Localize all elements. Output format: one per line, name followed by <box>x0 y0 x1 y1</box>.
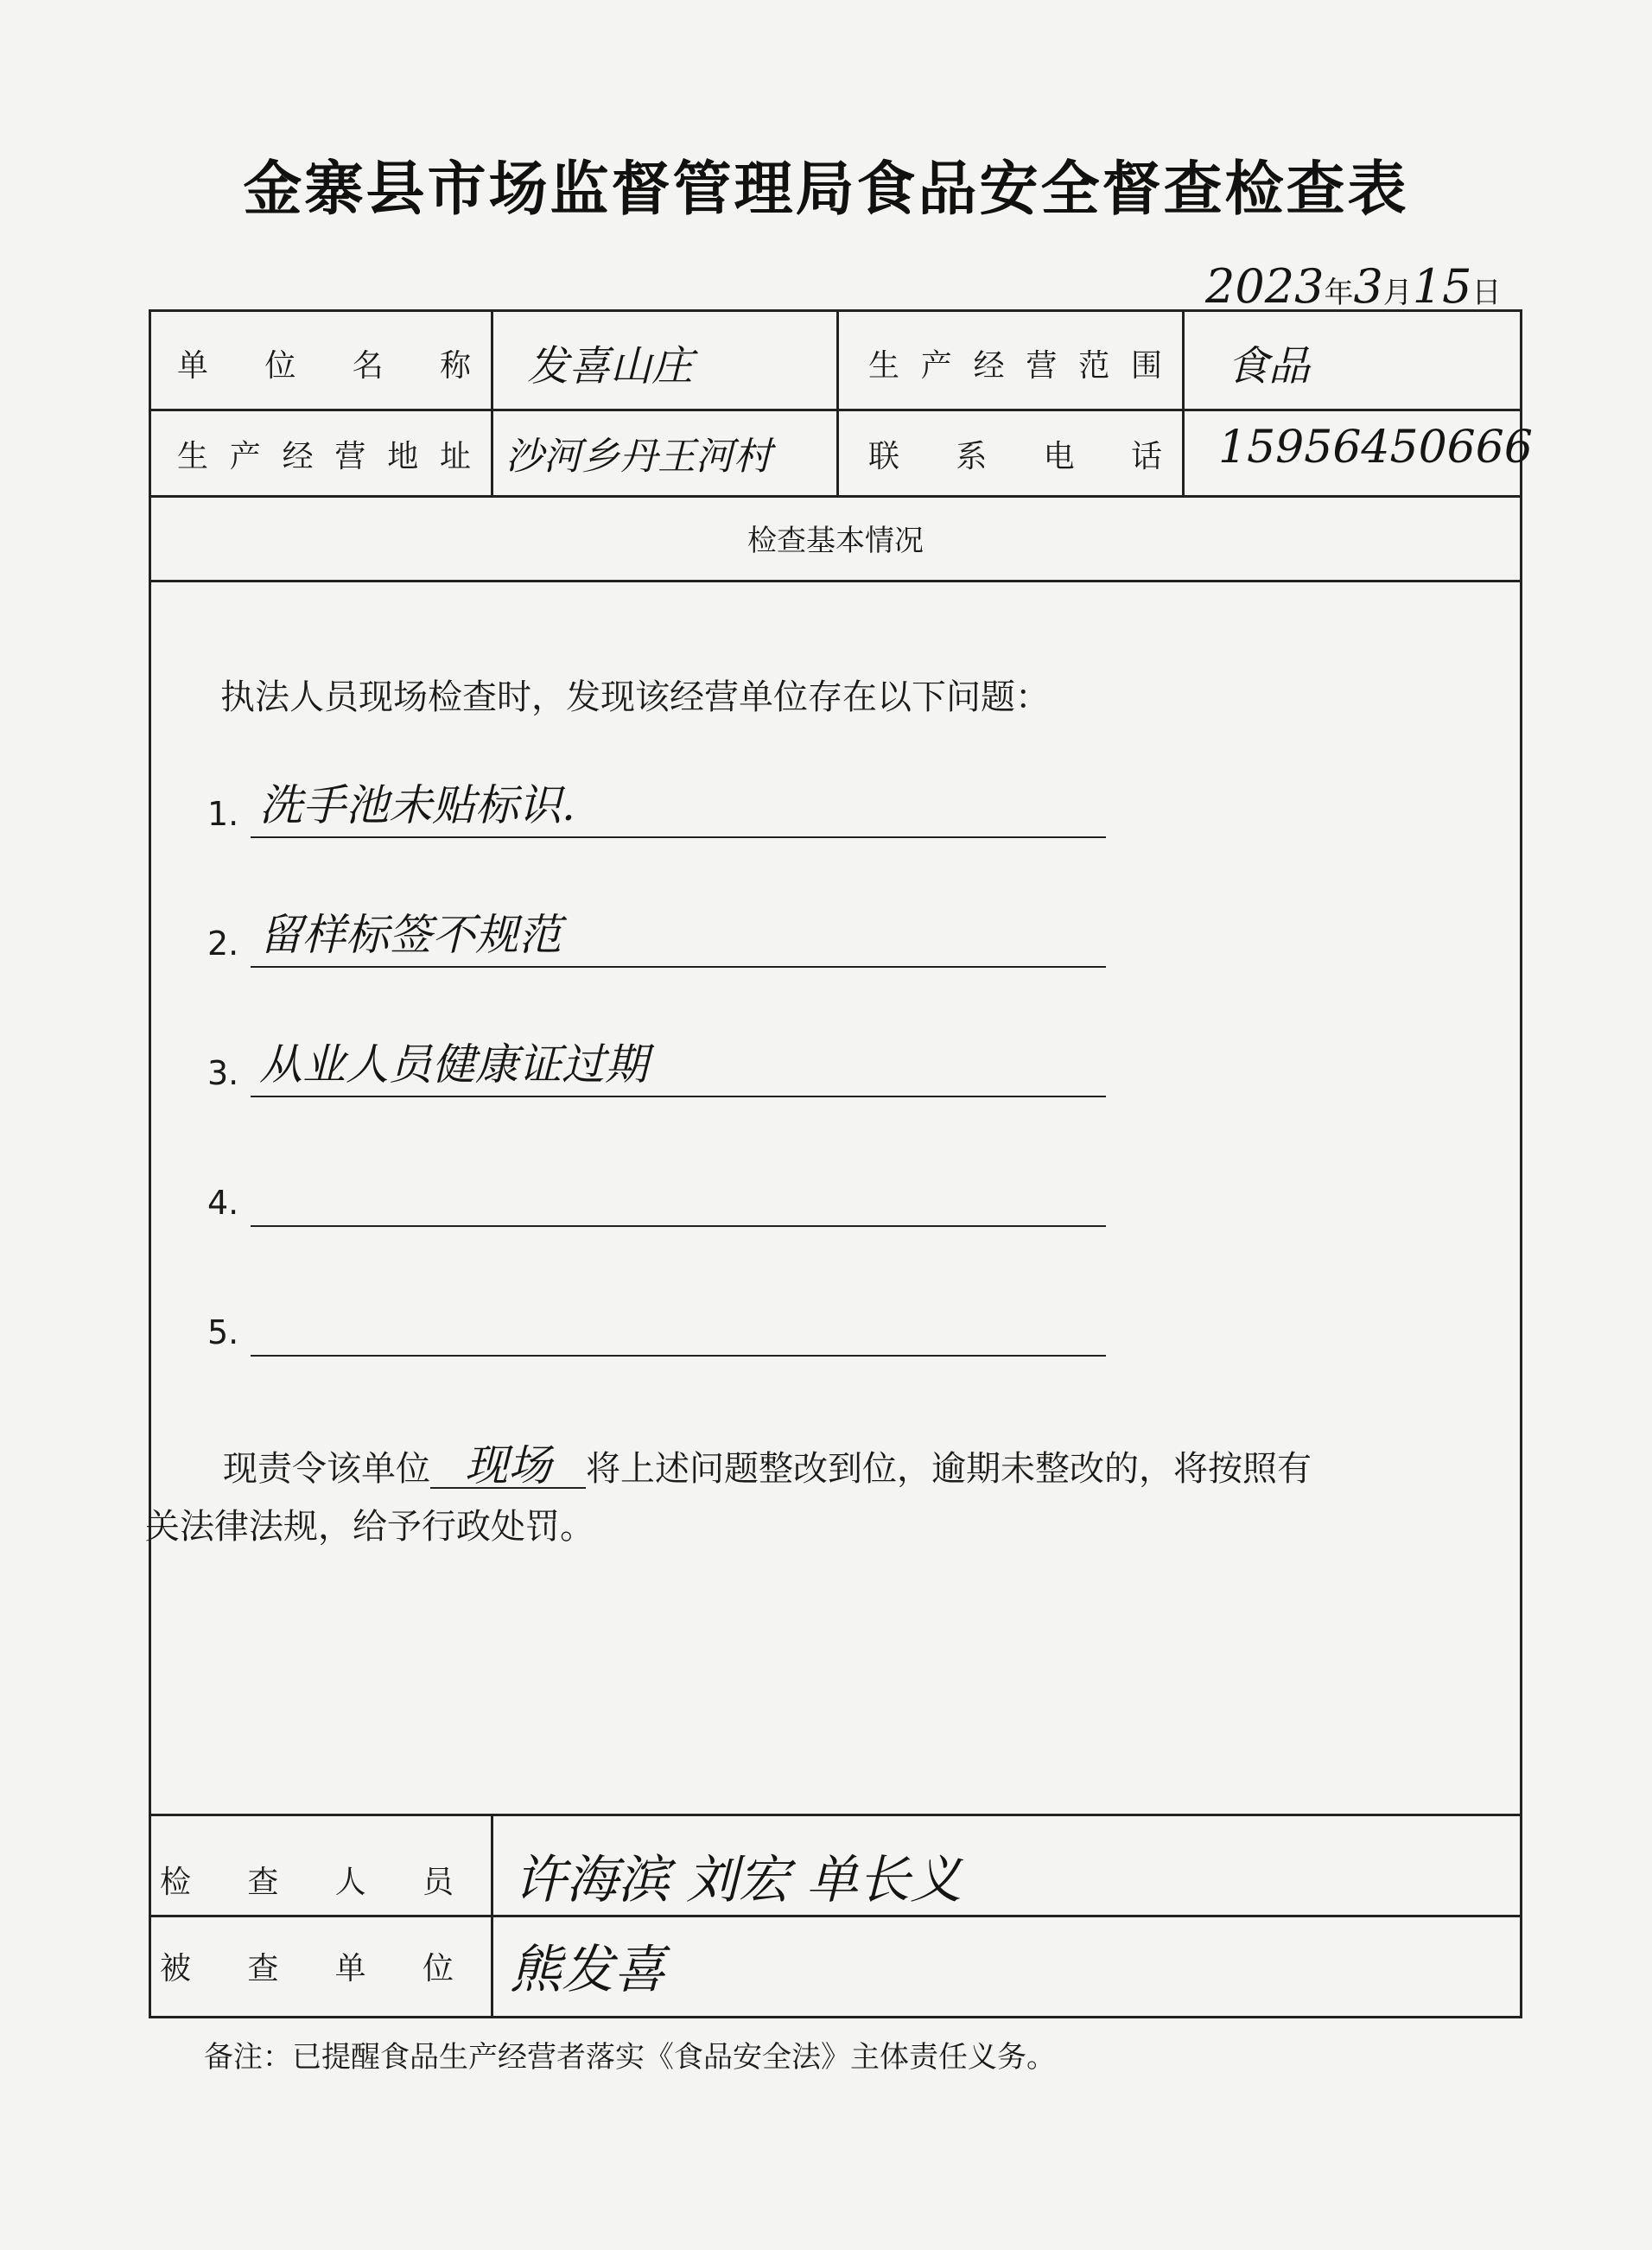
section-title: 检查基本情况 <box>747 524 924 558</box>
order-suffix: 将上述问题整改到位，逾期未整改的，将按照有 <box>586 1449 1312 1489</box>
row-divider <box>151 495 1520 498</box>
issue-row <box>207 780 1106 838</box>
date-year: 2023 <box>1205 259 1325 314</box>
inspector-signatures: 许海滨 刘宏 单长义 <box>514 1850 963 1910</box>
issue-text: 洗手池未贴标识. <box>259 780 575 830</box>
intro-text: 执法人员现场检查时，发现该经营单位存在以下问题： <box>220 677 1050 717</box>
column-divider <box>1182 312 1185 495</box>
row-divider <box>151 409 1520 411</box>
scope-label: 生 产 经 营 范 围 <box>868 347 1162 384</box>
issue-number: 4. <box>207 1184 239 1222</box>
column-divider <box>491 312 493 495</box>
order-line-1 <box>223 1441 1312 1490</box>
issue-row <box>207 1039 1106 1097</box>
column-divider <box>491 1814 493 2018</box>
inspected-unit-signature: 熊发喜 <box>510 1940 665 2000</box>
issue-underline <box>251 1355 1106 1357</box>
scope-value: 食品 <box>1227 342 1311 391</box>
issue-row <box>207 910 1106 968</box>
address-label: 生 产 经 营 地 址 <box>177 438 471 474</box>
date-month-unit: 月 <box>1382 276 1413 310</box>
row-divider <box>151 1814 1520 1816</box>
issue-row <box>207 1175 1106 1227</box>
order-prefix: 现责令该单位 <box>223 1449 430 1489</box>
date-month: 3 <box>1353 259 1383 314</box>
row-divider <box>151 580 1520 582</box>
issue-text: 留样标签不规范 <box>259 910 562 960</box>
issue-number: 2. <box>207 925 239 963</box>
date-day: 15 <box>1412 259 1472 314</box>
issue-number: 1. <box>207 795 239 833</box>
phone-value: 15956450666 <box>1218 422 1533 474</box>
column-divider <box>836 312 839 495</box>
row-divider <box>151 1915 1520 1917</box>
issue-underline <box>251 1096 1106 1097</box>
inspection-date <box>1205 259 1502 314</box>
date-year-unit: 年 <box>1324 276 1354 310</box>
date-day-unit: 日 <box>1471 276 1502 310</box>
inspection-form <box>149 309 1522 2018</box>
page-title: 金寨县市场监督管理局食品安全督查检查表 <box>243 156 1409 224</box>
issue-underline <box>251 1225 1106 1227</box>
unit-name-label: 单 位 名 称 <box>177 347 471 384</box>
address-value: 沙河乡丹王河村 <box>505 435 772 479</box>
inspected-unit-label: 被 查 单 位 <box>160 1950 454 1986</box>
inspector-label: 检 查 人 员 <box>160 1864 454 1900</box>
remark-note: 备注：已提醒食品生产经营者落实《食品安全法》主体责任义务。 <box>204 2040 1056 2075</box>
issue-underline <box>251 966 1106 968</box>
order-line-2: 关法律法规，给予行政处罚。 <box>145 1507 594 1547</box>
issue-number: 5. <box>207 1313 239 1351</box>
issue-row <box>207 1305 1106 1357</box>
issue-number: 3. <box>207 1054 239 1092</box>
issue-text: 从业人员健康证过期 <box>259 1039 648 1090</box>
unit-name-value: 发喜山庄 <box>527 342 694 391</box>
phone-label: 联 系 电 话 <box>868 438 1162 474</box>
rectification-deadline: 现场 <box>430 1444 586 1489</box>
issue-underline <box>251 836 1106 838</box>
